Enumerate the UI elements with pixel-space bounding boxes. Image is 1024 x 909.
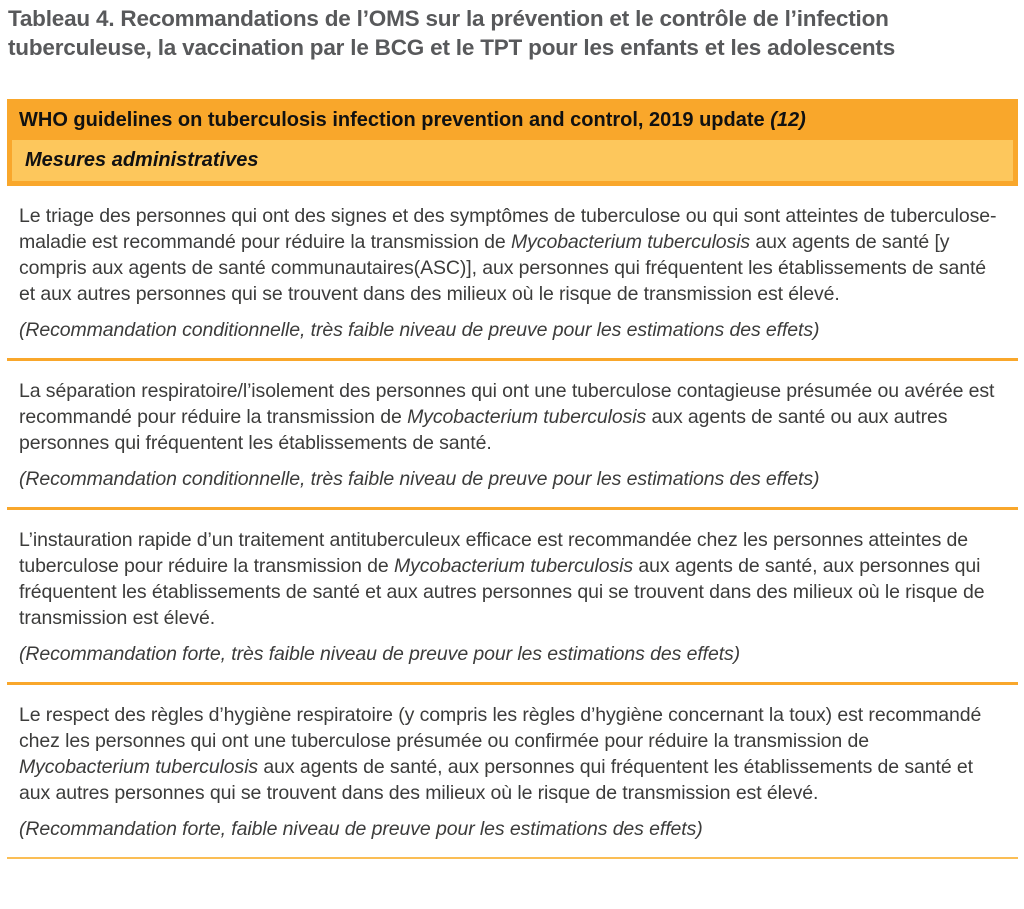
recommendation-row bbox=[7, 186, 1018, 358]
recommendation-text-after: aux agents de santé ou aux autres personnes qui fréquentent les établissements de santé. bbox=[19, 405, 948, 454]
table-header bbox=[7, 99, 1018, 186]
species-name: Mycobacterium tuberculosis bbox=[19, 755, 259, 778]
recommendation-grade-note: (Recommandation conditionnelle, très faible niveau de preuve pour les estimations des effets) bbox=[19, 467, 820, 490]
bottom-divider bbox=[7, 857, 1018, 859]
table-title: Tableau 4. Recommandations de l’OMS sur la prévention et le contrôle de l’infection tuberculeuse, la vaccination par le BCG et le TPT pour les enfants et les adolescents bbox=[8, 6, 896, 60]
recommendations-list bbox=[7, 186, 1018, 857]
recommendation-text-before: Le triage des personnes qui ont des signes et des symptômes de tuberculose ou qui sont atteintes de tuberculose-maladie est recommandé pour réduire la transmission de bbox=[19, 204, 997, 253]
section-header-mesures-administratives bbox=[12, 140, 1013, 181]
recommendation-text bbox=[19, 378, 1000, 456]
recommendation-row bbox=[7, 358, 1018, 507]
recommendation-text-before: Le respect des règles d’hygiène respiratoire (y compris les règles d’hygiène concernant la toux) est recommandé chez les personnes qui ont une tuberculose présumée ou confirmée pour réduire la transmission de bbox=[19, 703, 982, 752]
species-name: Mycobacterium tuberculosis bbox=[393, 554, 634, 577]
guideline-source-header bbox=[7, 99, 1018, 140]
species-name: Mycobacterium tuberculosis bbox=[407, 405, 647, 428]
recommendation-grade-note: (Recommandation forte, faible niveau de preuve pour les estimations des effets) bbox=[19, 817, 703, 840]
recommendation-grade-note: (Recommandation forte, très faible niveau de preuve pour les estimations des effets) bbox=[19, 642, 741, 665]
recommendation-text-before: L’instauration rapide d’un traitement antituberculeux efficace est recommandée chez les personnes atteintes de tuberculose pour réduire la transmission de bbox=[19, 528, 969, 577]
recommendation-text-after: aux agents de santé [y compris aux agents de santé communautaires(ASC)], aux personnes qui fréquentent les établissements de santé et aux autres personnes qui se trouvent dans des milieux où le risque de transmission est élevé. bbox=[19, 230, 987, 305]
recommendation-text-before: La séparation respiratoire/l’isolement des personnes qui ont une tuberculose contagieuse présumée ou avérée est recommandé pour réduire la transmission de bbox=[19, 379, 995, 428]
recommendation-row bbox=[7, 682, 1018, 857]
section-header-label: Mesures administratives bbox=[25, 148, 259, 171]
recommendation-grade-note: (Recommandation conditionnelle, très faible niveau de preuve pour les estimations des effets) bbox=[19, 318, 820, 341]
species-name: Mycobacterium tuberculosis bbox=[511, 230, 751, 253]
reference-number: (12) bbox=[770, 108, 806, 131]
guideline-source-label: WHO guidelines on tuberculosis infection prevention and control, 2019 update bbox=[19, 108, 771, 131]
recommendation-text-after: aux agents de santé, aux personnes qui fréquentent les établissements de santé et aux autres personnes qui se trouvent dans des milieux où le risque de transmission est élevé. bbox=[19, 755, 973, 804]
recommendation-row bbox=[7, 507, 1018, 682]
recommendation-text bbox=[19, 702, 1000, 806]
recommendation-text bbox=[19, 203, 1000, 307]
recommendation-text-after: aux agents de santé, aux personnes qui fréquentent les établissements de santé et aux autres personnes qui se trouvent dans des milieux où le risque de transmission est élevé. bbox=[19, 554, 985, 629]
recommendation-text bbox=[19, 527, 1000, 631]
